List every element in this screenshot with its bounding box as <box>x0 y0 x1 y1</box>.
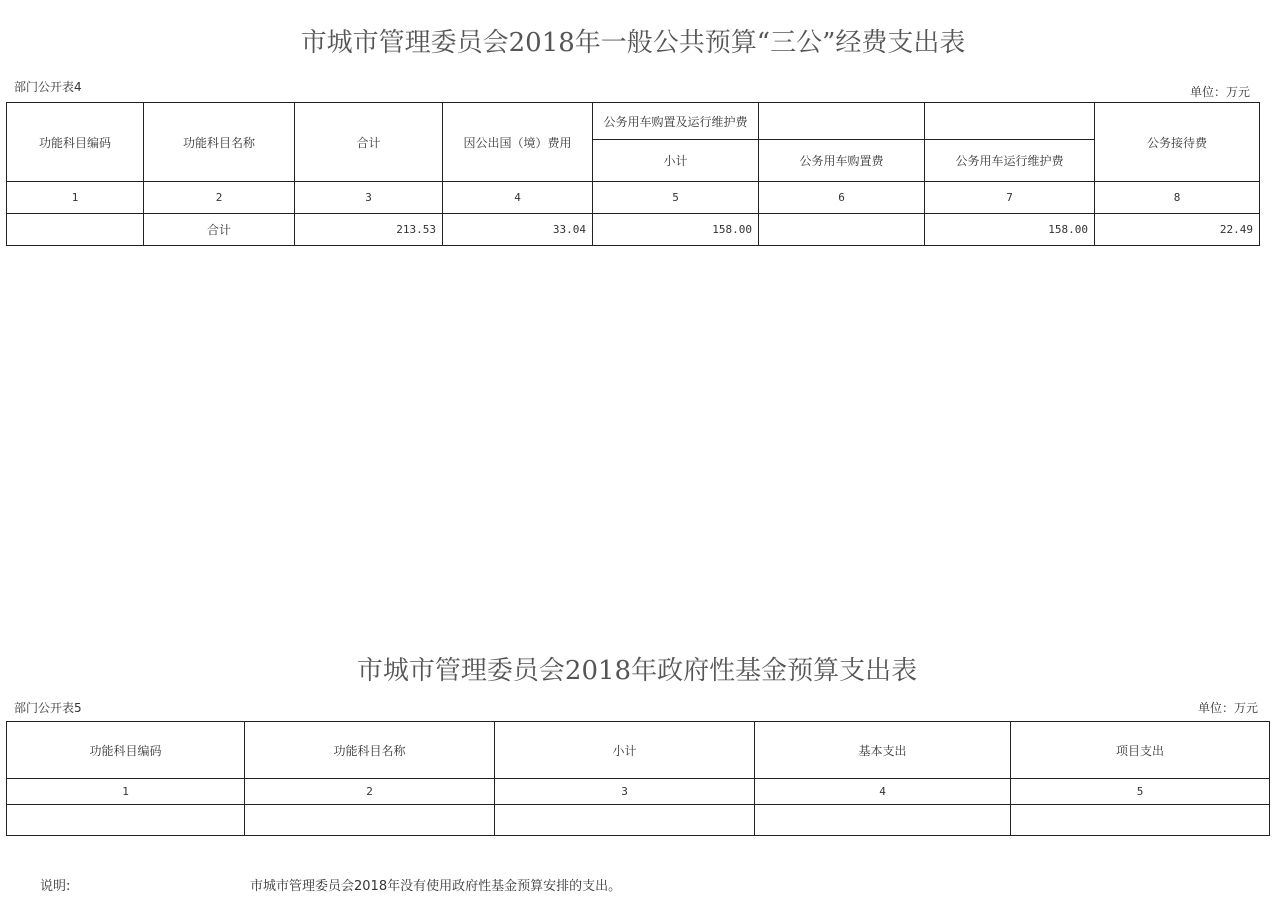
table2-title: 市城市管理委员会2018年政府性基金预算支出表 <box>356 656 918 686</box>
sangong-expense-table <box>6 102 1260 246</box>
cell-function-code <box>7 214 144 246</box>
index-cell: 4 <box>755 779 1011 805</box>
table-row <box>7 805 1270 836</box>
cell-function-code <box>7 805 245 836</box>
cell-vehicle-purchase <box>759 214 925 246</box>
header-function-name: 功能科目名称 <box>144 103 295 182</box>
table2-index-row <box>7 779 1270 805</box>
index-cell: 3 <box>495 779 755 805</box>
header-subtotal: 小计 <box>495 722 755 779</box>
header-blank-cell <box>925 103 1095 140</box>
cell-vehicle-operation: 158.00 <box>925 214 1095 246</box>
header-function-code: 功能科目编码 <box>7 103 144 182</box>
index-cell: 1 <box>7 779 245 805</box>
table1-header-row-1 <box>7 103 1260 140</box>
index-cell: 2 <box>245 779 495 805</box>
header-vehicle-subtotal: 小计 <box>593 140 759 182</box>
table1-title: 市城市管理委员会2018年一般公共预算“三公”经费支出表 <box>300 28 966 58</box>
header-vehicle-group: 公务用车购置及运行维护费 <box>593 103 759 140</box>
index-cell: 6 <box>759 182 925 214</box>
cell-total: 213.53 <box>295 214 443 246</box>
header-project-expense: 项目支出 <box>1011 722 1270 779</box>
cell-function-name <box>245 805 495 836</box>
index-cell: 4 <box>443 182 593 214</box>
cell-abroad: 33.04 <box>443 214 593 246</box>
header-blank-cell <box>759 103 925 140</box>
cell-subtotal <box>495 805 755 836</box>
index-cell: 2 <box>144 182 295 214</box>
header-function-name: 功能科目名称 <box>245 722 495 779</box>
header-basic-expense: 基本支出 <box>755 722 1011 779</box>
index-cell: 5 <box>593 182 759 214</box>
government-fund-table <box>6 721 1270 836</box>
table1-unit-label: 单位：万元 <box>1190 85 1251 99</box>
header-function-code: 功能科目编码 <box>7 722 245 779</box>
header-abroad-expense: 因公出国（境）费用 <box>443 103 593 182</box>
cell-basic-expense <box>755 805 1011 836</box>
index-cell: 8 <box>1095 182 1260 214</box>
table-row <box>7 214 1260 246</box>
index-cell: 5 <box>1011 779 1270 805</box>
index-cell: 1 <box>7 182 144 214</box>
table1-form-number: 部门公开表4 <box>14 80 82 94</box>
header-total: 合计 <box>295 103 443 182</box>
header-vehicle-operation: 公务用车运行维护费 <box>925 140 1095 182</box>
table2-header-row <box>7 722 1270 779</box>
table2-form-number: 部门公开表5 <box>14 701 82 715</box>
note-label: 说明: <box>40 879 71 894</box>
cell-reception: 22.49 <box>1095 214 1260 246</box>
cell-vehicle-subtotal: 158.00 <box>593 214 759 246</box>
header-vehicle-purchase: 公务用车购置费 <box>759 140 925 182</box>
index-cell: 7 <box>925 182 1095 214</box>
index-cell: 3 <box>295 182 443 214</box>
cell-project-expense <box>1011 805 1270 836</box>
header-reception-expense: 公务接待费 <box>1095 103 1260 182</box>
table1-index-row <box>7 182 1260 214</box>
note-text: 市城市管理委员会2018年没有使用政府性基金预算安排的支出。 <box>250 879 622 894</box>
table2-unit-label: 单位：万元 <box>1198 701 1259 715</box>
cell-function-name: 合计 <box>144 214 295 246</box>
